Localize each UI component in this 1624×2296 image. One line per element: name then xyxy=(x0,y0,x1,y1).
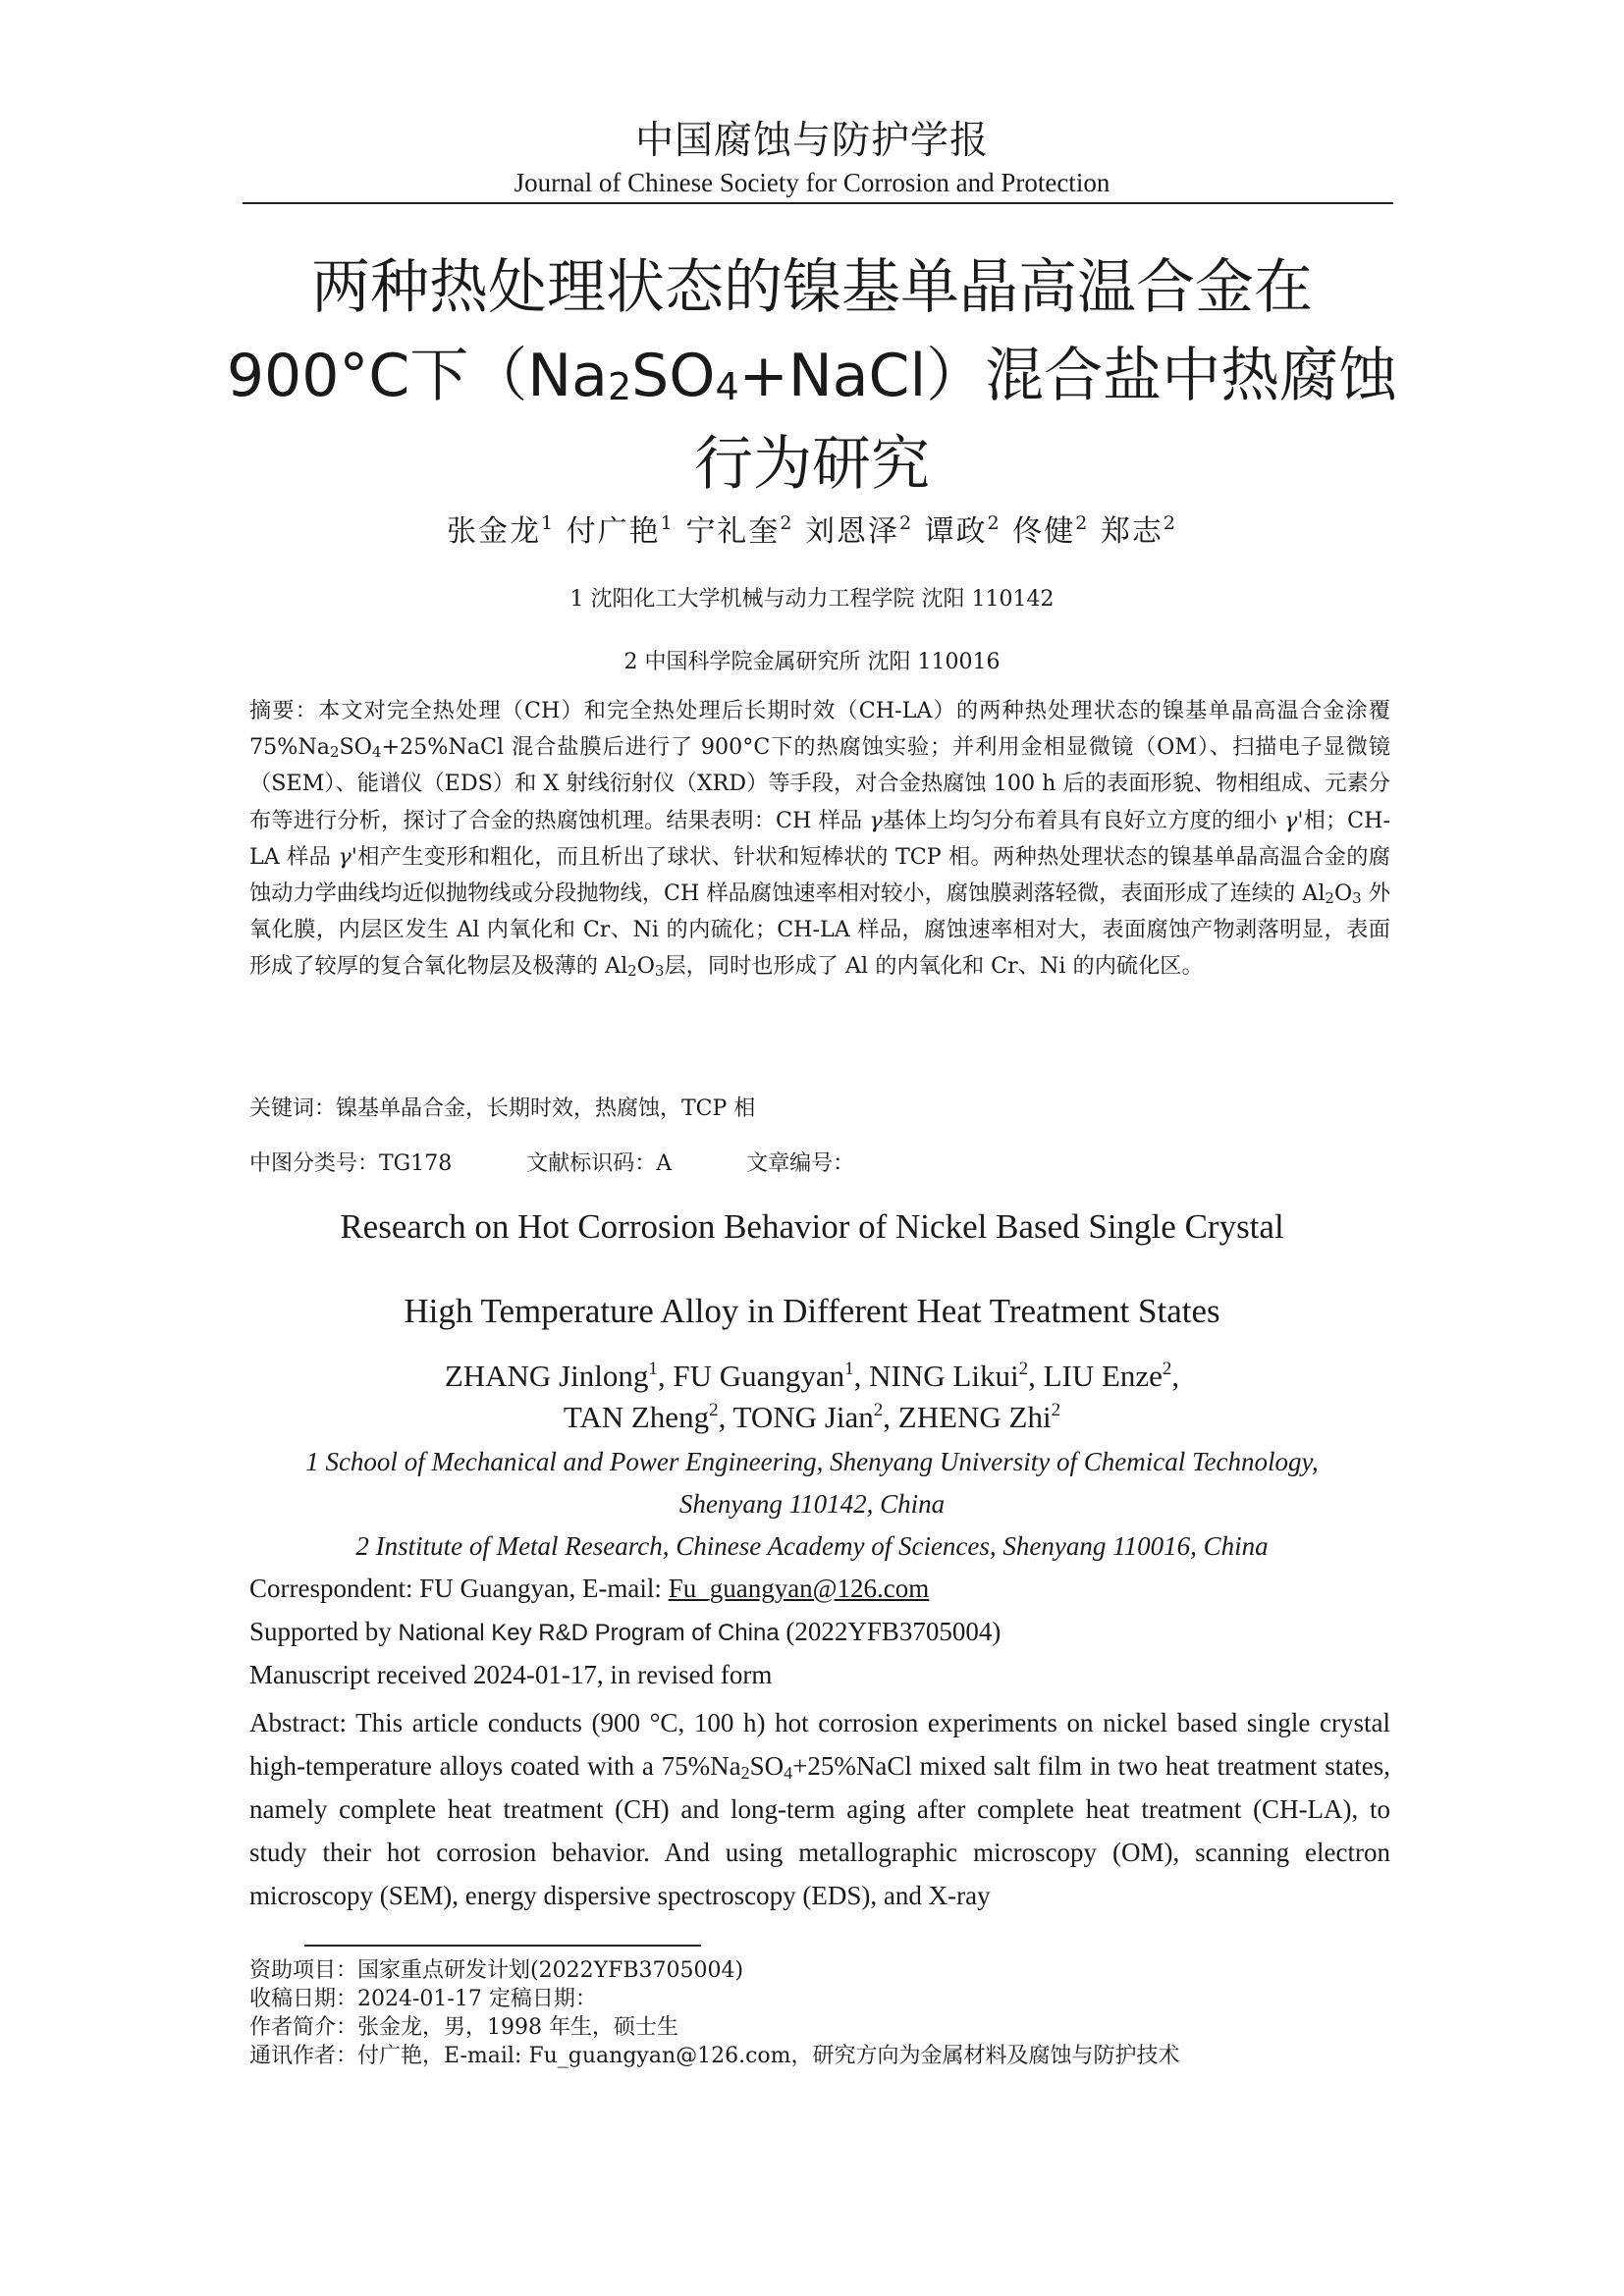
abstract-cn-text: 相；CH-LA 样品 xyxy=(249,807,1390,870)
author-cn: 佟健 xyxy=(1012,514,1076,549)
affiliation-cn-2: 2 中国科学院金属研究所 沈阳 110016 xyxy=(623,650,1001,674)
author-en-affiliation: 2 xyxy=(873,1400,884,1420)
abstract-en-text: SO xyxy=(749,1751,785,1781)
subscript: 2 xyxy=(740,1763,750,1783)
separator: , xyxy=(657,1359,674,1393)
author-cn: 郑志 xyxy=(1100,514,1164,549)
author-cn-affiliation: 2 xyxy=(898,512,914,534)
authors-cn xyxy=(0,507,1624,550)
abstract-cn-text: O xyxy=(1333,881,1353,907)
subscript: 2 xyxy=(329,743,340,762)
abstract-cn-text: 层，同时也形成了 Al 的内氧化和 Cr、Ni 的内硫化区。 xyxy=(664,953,1204,980)
journal-name-cn: 中国腐蚀与防护学报 xyxy=(634,119,989,163)
author-en: ZHENG Zhi xyxy=(897,1400,1052,1434)
author-en: LIU Enze xyxy=(1043,1359,1163,1393)
footnote-contact: 通讯作者：付广艳，E-mail: Fu_guangyan@126.com，研究方向为金属材料及腐蚀与防护技术 xyxy=(249,2044,1180,2068)
affiliation-en-1-cont: Shenyang 110142, China xyxy=(678,1489,946,1519)
abstract-cn xyxy=(249,693,1390,986)
author-en: ZHANG Jinlong xyxy=(444,1359,649,1393)
gamma-prime-symbol: γ' xyxy=(1284,807,1304,833)
gamma-symbol: γ xyxy=(869,807,883,833)
author-cn-affiliation: 2 xyxy=(1163,512,1177,534)
separator: , xyxy=(1028,1359,1044,1393)
title-en-line2: High Temperature Alloy in Different Heat Treatment States xyxy=(404,1292,1220,1330)
separator: , xyxy=(1171,1359,1180,1393)
title-cn-line2-part: 900°C下（Na xyxy=(226,342,608,410)
title-cn-line2-part: SO xyxy=(631,342,716,410)
abstract-cn-text: 相产生变形和粗化，而且析出了球状、针状和短棒状的 TCP 相。两种热处理状态的镍基单晶高温合金的腐蚀动力学曲线均近似抛物线或分段抛物线，CH 样品腐蚀速率相对较小，腐蚀膜剥落轻微，表面形成了连续的 Al xyxy=(249,843,1390,907)
abstract-en-text: +25%NaCl mixed salt film in two heat treatment states, namely complete heat treatment (CH) and long-term aging after complete heat treatment (CH-LA), to study their hot corrosion behavior. And using metallographic microscopy (OM), scanning electron microscopy (SEM), energy dispersive spectroscopy (EDS), and X-ray xyxy=(249,1751,1391,1910)
email-link[interactable]: Fu_guangyan@126.com xyxy=(668,1574,930,1603)
author-cn-affiliation: 2 xyxy=(780,512,794,534)
funding-grant: (2022YFB3705004) xyxy=(779,1617,1001,1646)
subscript: 3 xyxy=(654,962,665,981)
title-cn-subscript: 4 xyxy=(715,365,739,408)
title-cn-line3: 行为研究 xyxy=(694,430,930,499)
clc-number: 中图分类号：TG178 xyxy=(249,1151,453,1176)
abstract-cn-text: +25%NaCl 混合盐膜后进行了 900°C下的热腐蚀实验；并利用金相显微镜（OM）、扫描电子显微镜（SEM）、能谱仪（EDS）和 X 射线衍射仪（XRD）等手段，对合金热腐蚀 100 h 后的表面形貌、物相组成、元素分布等进行分析，探讨了合金的热腐蚀机理。结果表明：CH 样品 xyxy=(249,734,1390,833)
affiliation-en-1: 1 School of Mechanical and Power Engineering, Shenyang University of Chemical Technology, xyxy=(305,1447,1319,1476)
author-en: TAN Zheng xyxy=(563,1400,710,1434)
abstract-en xyxy=(249,1701,1390,1917)
author-en: TONG Jian xyxy=(732,1400,874,1434)
author-en-affiliation: 1 xyxy=(844,1359,854,1379)
author-cn: 宁礼奎 xyxy=(685,514,781,549)
abstract-cn-text: 摘要：本文对完全热处理（CH）和完全热处理后长期时效（CH-LA）的两种热处理状态的镍基单晶高温合金涂覆 75%Na xyxy=(249,698,1390,761)
title-cn xyxy=(196,243,1428,508)
gamma-prime-symbol: γ' xyxy=(338,843,357,870)
abstract-cn-text: O xyxy=(636,953,655,980)
separator: , xyxy=(853,1359,870,1393)
funding-program: National Key R&D Program of China xyxy=(398,1620,780,1646)
manuscript-received: Manuscript received 2024-01-17, in revised form xyxy=(249,1660,773,1689)
author-en-affiliation: 1 xyxy=(648,1359,658,1379)
correspondent xyxy=(249,1574,929,1604)
document-code: 文献标识码：A xyxy=(526,1151,673,1176)
abstract-cn-text: SO xyxy=(339,734,372,761)
title-cn-line2 xyxy=(196,332,1428,420)
classification-cn xyxy=(249,1147,854,1177)
abstract-en-text: Abstract: This article conducts (900 °C, 100 h) hot corrosion experiments on nickel based single crystal high-temperature alloys coated with a 75%Na xyxy=(249,1708,1390,1781)
correspondent-label: Correspondent: FU Guangyan, E-mail: xyxy=(249,1574,669,1603)
author-en-affiliation: 2 xyxy=(1018,1359,1029,1379)
footnotes xyxy=(249,1956,1180,2070)
subscript: 3 xyxy=(1352,889,1362,908)
author-cn-affiliation: 1 xyxy=(541,512,556,534)
author-en: FU Guangyan xyxy=(673,1359,845,1393)
subscript: 2 xyxy=(627,962,637,981)
footnote-rule xyxy=(304,1945,701,1947)
footnote-fund: 资助项目：国家重点研发计划(2022YFB3705004) xyxy=(249,1958,744,1983)
subscript: 4 xyxy=(371,743,382,762)
keywords-cn: 关键词：镍基单晶合金，长期时效，热腐蚀，TCP 相 xyxy=(249,1096,756,1121)
article-number: 文章编号： xyxy=(746,1151,855,1176)
affiliation-en-2: 2 Institute of Metal Research, Chinese Academy of Sciences, Shenyang 110016, China xyxy=(355,1531,1269,1561)
title-cn-line2-part: +NaCl）混合盐中热腐蚀 xyxy=(738,342,1398,410)
subscript: 4 xyxy=(784,1763,793,1783)
author-cn: 付广艳 xyxy=(566,514,661,549)
authors-en-row1 xyxy=(0,1359,1624,1394)
author-en-affiliation: 2 xyxy=(709,1400,719,1420)
author-cn: 谭政 xyxy=(924,514,988,549)
funding-statement xyxy=(249,1617,1001,1647)
separator: , xyxy=(718,1400,733,1434)
author-en-affiliation: 2 xyxy=(1162,1359,1172,1379)
author-en-affiliation: 2 xyxy=(1051,1400,1061,1420)
funding-prefix: Supported by xyxy=(249,1617,399,1646)
author-cn: 刘恩泽 xyxy=(804,514,899,549)
author-cn-affiliation: 2 xyxy=(987,512,1001,534)
title-cn-line1: 两种热处理状态的镍基单晶高温合金在 xyxy=(311,253,1313,322)
separator: , xyxy=(883,1400,898,1434)
affiliation-cn-1: 1 沈阳化工大学机械与动力工程学院 沈阳 110142 xyxy=(569,587,1055,612)
footnote-dates: 收稿日期：2024-01-17 定稿日期： xyxy=(249,1987,597,2011)
author-en: NING Likui xyxy=(869,1359,1019,1393)
author-cn: 张金龙 xyxy=(447,514,542,549)
journal-name-en: Journal of Chinese Society for Corrosion and Protection xyxy=(514,168,1110,197)
author-cn-affiliation: 2 xyxy=(1075,512,1090,534)
abstract-cn-text: 外氧化膜，内层区发生 Al 内氧化和 Cr、Ni 的内硫化；CH-LA 样品，腐蚀速率相对大，表面腐蚀产物剥落明显，表面形成了较厚的复合氧化物层及极薄的 Al xyxy=(249,881,1390,980)
authors-en-row2 xyxy=(0,1400,1624,1435)
header-rule xyxy=(243,202,1393,204)
abstract-cn-text: 基体上均匀分布着具有良好立方度的细小 xyxy=(882,807,1285,833)
title-cn-subscript: 2 xyxy=(607,365,632,408)
footnote-author: 作者简介：张金龙，男，1998 年生，硕士生 xyxy=(249,2015,678,2040)
author-cn-affiliation: 1 xyxy=(660,512,675,534)
subscript: 2 xyxy=(1325,889,1334,908)
title-en-line1: Research on Hot Corrosion Behavior of Nickel Based Single Crystal xyxy=(340,1207,1284,1246)
